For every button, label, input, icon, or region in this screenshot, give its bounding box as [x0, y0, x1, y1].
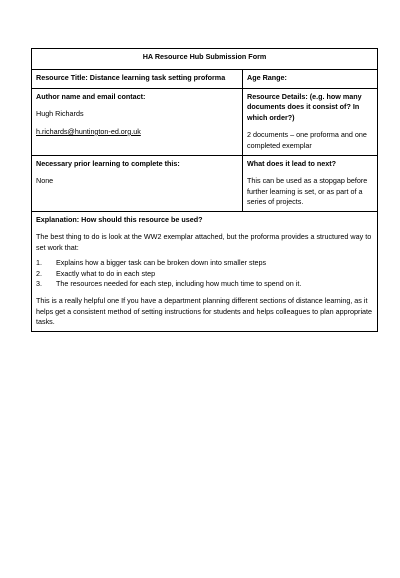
author-cell [32, 89, 243, 156]
author-email-link[interactable]: h.richards@huntington-ed.org.uk [36, 126, 141, 136]
author-label: Author name and email contact: [36, 92, 146, 101]
resource-title: Resource Title: Distance learning task setting proforma [32, 70, 243, 89]
resource-details-cell [243, 89, 378, 156]
list-item [36, 279, 373, 289]
step-number: 3. [36, 278, 42, 288]
prior-learning-value: None [36, 176, 54, 186]
list-item [36, 258, 373, 268]
form-title: HA Resource Hub Submission Form [32, 49, 378, 70]
author-name: Hugh Richards [36, 109, 84, 119]
step-number: 2. [36, 268, 42, 278]
explanation-outro: This is a really helpful one If you have a department planning different sections of distance learning, as it helps get a consistent method of setting instructions for students and helps colleagues to plan appropriate tasks. [36, 296, 373, 327]
explanation-label: Explanation: How should this resource be used? [36, 214, 203, 224]
step-text: Exactly what to do in each step [56, 268, 156, 278]
leads-to-cell [243, 156, 378, 212]
steps-list [36, 258, 373, 289]
resource-details-label: Resource Details: (e.g. how many documents does it consist of? In which order?) [247, 92, 362, 122]
submission-form-table [31, 48, 378, 332]
prior-learning-label: Necessary prior learning to complete this: [36, 159, 180, 168]
step-number: 1. [36, 258, 42, 268]
leads-to-label: What does it lead to next? [247, 159, 337, 168]
step-text: The resources needed for each step, including how much time to spend on it. [56, 278, 302, 288]
leads-to-value: This can be used as a stopgap before further learning is set, or as part of a series of projects. [247, 176, 368, 207]
list-item [36, 269, 373, 279]
explanation-cell [32, 211, 378, 331]
resource-details-value: 2 documents – one proforma and one completed exemplar [247, 130, 367, 150]
step-text: Explains how a bigger task can be broken down into smaller steps [56, 258, 267, 268]
prior-learning-cell [32, 156, 243, 212]
explanation-intro: The best thing to do is look at the WW2 exemplar attached, but the proforma provides a structured way to set work that: [36, 232, 372, 252]
age-range-label: Age Range: [243, 70, 378, 89]
